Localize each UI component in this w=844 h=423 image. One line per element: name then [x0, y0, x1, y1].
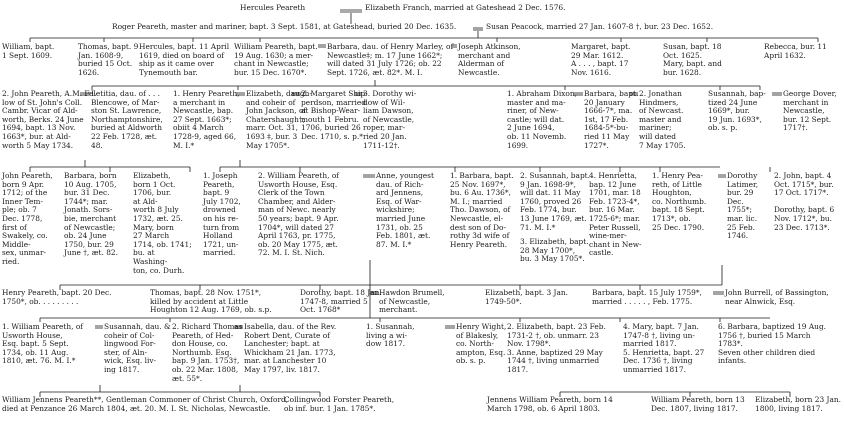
gen5-thomas-entry: Thomas, bapt. 28 Nov. 1751*, killed by accident at Little Houghton 12 Aug. 1769, ob. s.p.	[150, 288, 272, 315]
gen6-henry-wight-entry: Henry Wight, of Blakesly, co. North- ampton, Esq. ob. s. p.	[456, 322, 507, 366]
elizabeth-franch-entry: Elizabeth Franch, married at Gateshead 2 Dec. 1576.	[365, 3, 566, 12]
gen3-george-dover-entry: George Dover, merchant in Newcastle, bur. 12 Sept. 1717†.	[783, 89, 837, 133]
gen2-william-peareth-entry: William Peareth, bapt. 19 Aug. 1630; a mer- chant in Newcastle; bur. 15 Dec. 1670*.	[234, 42, 318, 77]
susan-peacock-entry: Susan Peacock, married 27 Jan. 1607-8 †, bur. 23 Dec. 1652.	[486, 22, 714, 31]
gen5-dorothy-entry: Dorothy, bapt. 18 Jan. 1747-8, married 5 Oct. 1768*	[300, 288, 382, 315]
gen4-elizabeth-entry: 3. Elizabeth, bapt. 28 May 1700*, bu. 3 May 1705*.	[520, 237, 589, 264]
gen6-elizabeth-anne-entry: 2. Elizabeth, bapt. 23 Feb. 1731-2 †, ob. unmarr. 23 Nov. 1798*. 3. Anne, baptized 29 May 1744 †, living unmarried 1817.	[507, 322, 606, 374]
gen3-susannah-entry: Susannah, bap- tized 24 June 1669*, bur. 19 Jun. 1693*, ob. s. p.	[708, 89, 766, 133]
gen4-henrietta-entry: 4. Henrietta, bap. 12 June 1701, mar. 18 Feb. 1723-4*, bur. 16 Mar. 1725-6*; mar. Peter Russell, wine-mer- chant in New- castle.	[589, 171, 642, 258]
gen6-barbara-entry: 6. Barbara, baptized 19 Aug. 1756 †, buried 15 March 1783*. Seven other children died infants.	[718, 322, 827, 366]
gen4-elizabeth-mary-entry: Elizabeth, born 1 Oct. 1706, bur. at Ald- worth 8 July 1732, æt. 25. Mary, born 27 March 1714, ob. 1741; bu. at Washing- ton, co. Durh.	[133, 171, 192, 275]
gen7-william-jennens-peareth-entry: William Jennens Peareth**, Gentleman Commoner of Christ Church, Oxford, died at Penzance 26 March 1804, æt. 20. M. I. St. Nicholas, Newcastle.	[2, 395, 289, 413]
gen4-anne-jennens-entry: Anne, youngest dau. of Rich- ard Jennens, Esq. of War- wickshire; married June 1731, ob. 25 Feb. 1801, æt. 87. M. I.*	[376, 171, 434, 249]
gen4-henry-peareth-entry: 1. Henry Pea- reth, of Little Houghton, co. Northumb. bapt. 18 Sept. 1713*, ob. 25 Dec. 1790.	[652, 171, 707, 232]
gen5-henry-peareth-entry: Henry Peareth, bapt. 20 Dec. 1750*, ob. . . . . . . . .	[2, 288, 112, 306]
gen6-william-peareth-entry: 1. William Peareth, of Usworth House, Esq. bapt. 5 Sept. 1734, ob. 11 Aug. 1810, æt. 76. M. I.*	[2, 322, 84, 366]
gen3-john-peareth-entry: 2. John Peareth, A.M. Fel- low of St. John's Coll. Cambr. Vicar of Ald- worth, Berks. 24 June 1694, bapt. 13 Nov. 1663*, bur. at Ald- worth 5 May 1734.	[2, 89, 99, 150]
gen2-barbara-marley-entry: Barbara, dau. of Henry Marley, of Newcastle‡; m. 17 June 1662*; will dated 31 July 1726; ob. 22 Sept. 1726, æt. 82*. M. I.	[327, 42, 454, 77]
gen3-letitia-entry: Letitia, dau. of . . . Blencowe, of Mar- ston St. Lawrence, Northamptonshire, buried at Aldworth 22 Feb. 1728, æt. 48.	[91, 89, 163, 150]
gen2-susan-entry: Susan, bapt. 18 Oct. 1625. Mary, bapt. and bur. 1628.	[663, 42, 722, 77]
gen5-barbara-entry: Barbara, bapt. 15 July 1759*, married . . . . . , Feb. 1775.	[592, 288, 702, 306]
gen2-william-entry: William, bapt. 1 Sept. 1609.	[2, 42, 55, 60]
gen3-dorothy-dawson-entry: 3. Dorothy wi- dow of Wil- liam Dawson, of Newcastle, roper, mar- ried 20 Jan. 1711-12†.	[363, 89, 417, 150]
gen6-isabella-dent-entry: Isabella, dau. of the Rev. Robert Dent, Curate of Lanchester; bapt. at Whickham 21 Jan. 1773, mar. at Lanchester 10 May 1797, liv. 1817.	[244, 322, 337, 374]
gen6-mary-henrietta-entry: 4. Mary, bapt. 7 Jan. 1747-8 †, living un- married 1817. 5. Henrietta, bapt. 27 Dec. 1736 †, living unmarried 1817.	[623, 322, 705, 374]
gen4-john-dorothy-entry: 2. John, bapt. 4 Oct. 1715*, bur. 17 Oct. 1717*. Dorothy, bapt. 6 Nov. 1712*, bu. 23 Dec. 1713*.	[774, 171, 835, 232]
gen4-william-peareth-entry: 2. William Peareth, of Usworth House, Esq. Clerk of the Town Chamber, and Alder- man of Newc. nearly 50 years; bapt. 9 Apr. 1704*, will dated 27 April 1763, pr. 1775, ob. 20 May 1775, æt. 72. M. I. St. Nich.	[258, 171, 340, 258]
gen6-susannah-forster-entry: Susannah, dau. & coheir of Col- lingwood For- ster, of Aln- wick, Esq. liv- ing 1817.	[104, 322, 171, 374]
gen7-collingwood-forster-peareth-entry: Collingwood Forster Peareth, ob inf. bur. 1 Jan. 1785*.	[284, 395, 395, 413]
gen2-rebecca-entry: Rebecca, bur. 11 April 1632.	[764, 42, 827, 60]
gen2-thomas-entry: Thomas, bapt. 9 Jan. 1608-9, buried 15 Oct. 1626.	[78, 42, 139, 77]
gen4-barbara-dawson-entry: 1. Barbara, bapt. 25 Nov. 1697*, bu. 6 Au. 1736*, M. I.; married Tho. Dawson, of Newcastle, el- dest son of Do- rothy 3d wife of Henry Peareth.	[450, 171, 514, 249]
gen3-jonathan-hindmers-entry: 2. Jonathan Hindmers, of Newcast. master and mariner; will dated 7 May 1705.	[639, 89, 686, 150]
gen5-elizabeth-entry: Elizabeth, bapt. 3 Jan. 1749-50*.	[485, 288, 569, 306]
gen3-barbara-entry: Barbara, bapt. 20 January 1666-7*, ma. 1st, 17 Feb. 1684-5*-bu- ried 11 May 1727*.	[584, 89, 639, 150]
gen4-dorothy-latimer-entry: Dorothy Latimer, bur. 29 Dec. 1755*; mar. lic. 25 Feb. 1746.	[727, 171, 759, 241]
gen3-elizabeth-jackson-entry: Elizabeth, daugh- and coheir of John Jackson, of Chatershaugh†; marr. Oct. 31, 1693 ‡, bur. 3 May 1705*.	[246, 89, 312, 150]
gen2-margaret-entry: Margaret, bapt. 29 Mar. 1612. A . . . , bapt. 17 Nov. 1616.	[571, 42, 631, 77]
gen2-joseph-atkinson-entry: Joseph Atkinson, merchant and Alderman of Newcastle.	[458, 42, 521, 77]
hercules-peareth-name: Hercules Peareth	[240, 3, 306, 12]
gen2-hercules-entry: Hercules, bapt. 11 April 1619, died on board of ship as it came over Tynemouth bar.	[139, 42, 230, 77]
gen4-susannah-entry: 2. Susannah, bapt. 9 Jan. 1698-9*, will dat. 11 May 1760, proved 26 Feb. 1774, bur. 13 June 1769, æt. 71. M. I.*	[520, 171, 590, 232]
gen3-margaret-shipperdson-entry: 2. Margaret Ship- perdson, married at Bishop-Wear- mouth 1 Febru. 1706, buried 26 Dec. 1710, s. p.*	[301, 89, 368, 141]
gen7-jennens-william-peareth-entry: Jennens William Peareth, born 14 March 1798, ob. 6 April 1803.	[487, 395, 613, 413]
gen3-henry-peareth-entry: 1. Henry Peareth, a merchant in Newcastle, bap. 27 Sept. 1663*; obiit 4 March 1728-9, aged 66, M. I.*	[173, 89, 240, 150]
gen4-barbara-entry: Barbara, born 10 Aug. 1705, bur. 31 Dec. 1744*; mar. Jonath. Sors- bie, merchant of Newcastle; ob. 24 June 1750, bur. 29 June †, æt. 82.	[64, 171, 118, 258]
roger-peareth-entry: Roger Peareth, master and mariner, bapt. 3 Sept. 1581, at Gateshead, buried 20 Dec. 1635.	[112, 22, 457, 31]
gen5-john-burrell-entry: John Burrell, of Bassington, near Alnwick, Esq.	[725, 288, 829, 306]
gen7-elizabeth-entry: Elizabeth, born 23 Jan. 1800, living 1817.	[755, 395, 842, 413]
gen7-william-peareth-entry: William Peareth, born 13 Dec. 1807, living 1817.	[651, 395, 745, 413]
gen4-joseph-peareth-entry: 1. Joseph Peareth, bapt. 9 July 1702, drowned on his re- turn from Holland 1721, un- married.	[203, 171, 241, 258]
gen6-richard-thomas-peareth-entry: 2. Richard Thomas Peareth, of Hed- don House, co. Northumb. Esq. bap. 9 Jan. 1753†, ob. 22 Mar. 1808, æt. 55*.	[172, 322, 243, 383]
gen6-susannah-entry: 1. Susannah, living a wi- dow 1817.	[366, 322, 415, 349]
gen4-john-peareth-entry: John Peareth, born 9 Apr. 1712; of the Inner Tem- ple; ob. 7 Dec. 1778, first of Swakely, co. Middle- sex, unmar- ried.	[2, 171, 53, 266]
gen5-hawdon-brumell-entry: Hawdon Brumell, of Newcastle, merchant.	[379, 288, 445, 315]
gen3-abraham-dixon-entry: 1. Abraham Dixon, master and ma- riner, of New- castle; will dat. 2 June 1694, ob. 11 Novemb. 1699.	[507, 89, 577, 150]
